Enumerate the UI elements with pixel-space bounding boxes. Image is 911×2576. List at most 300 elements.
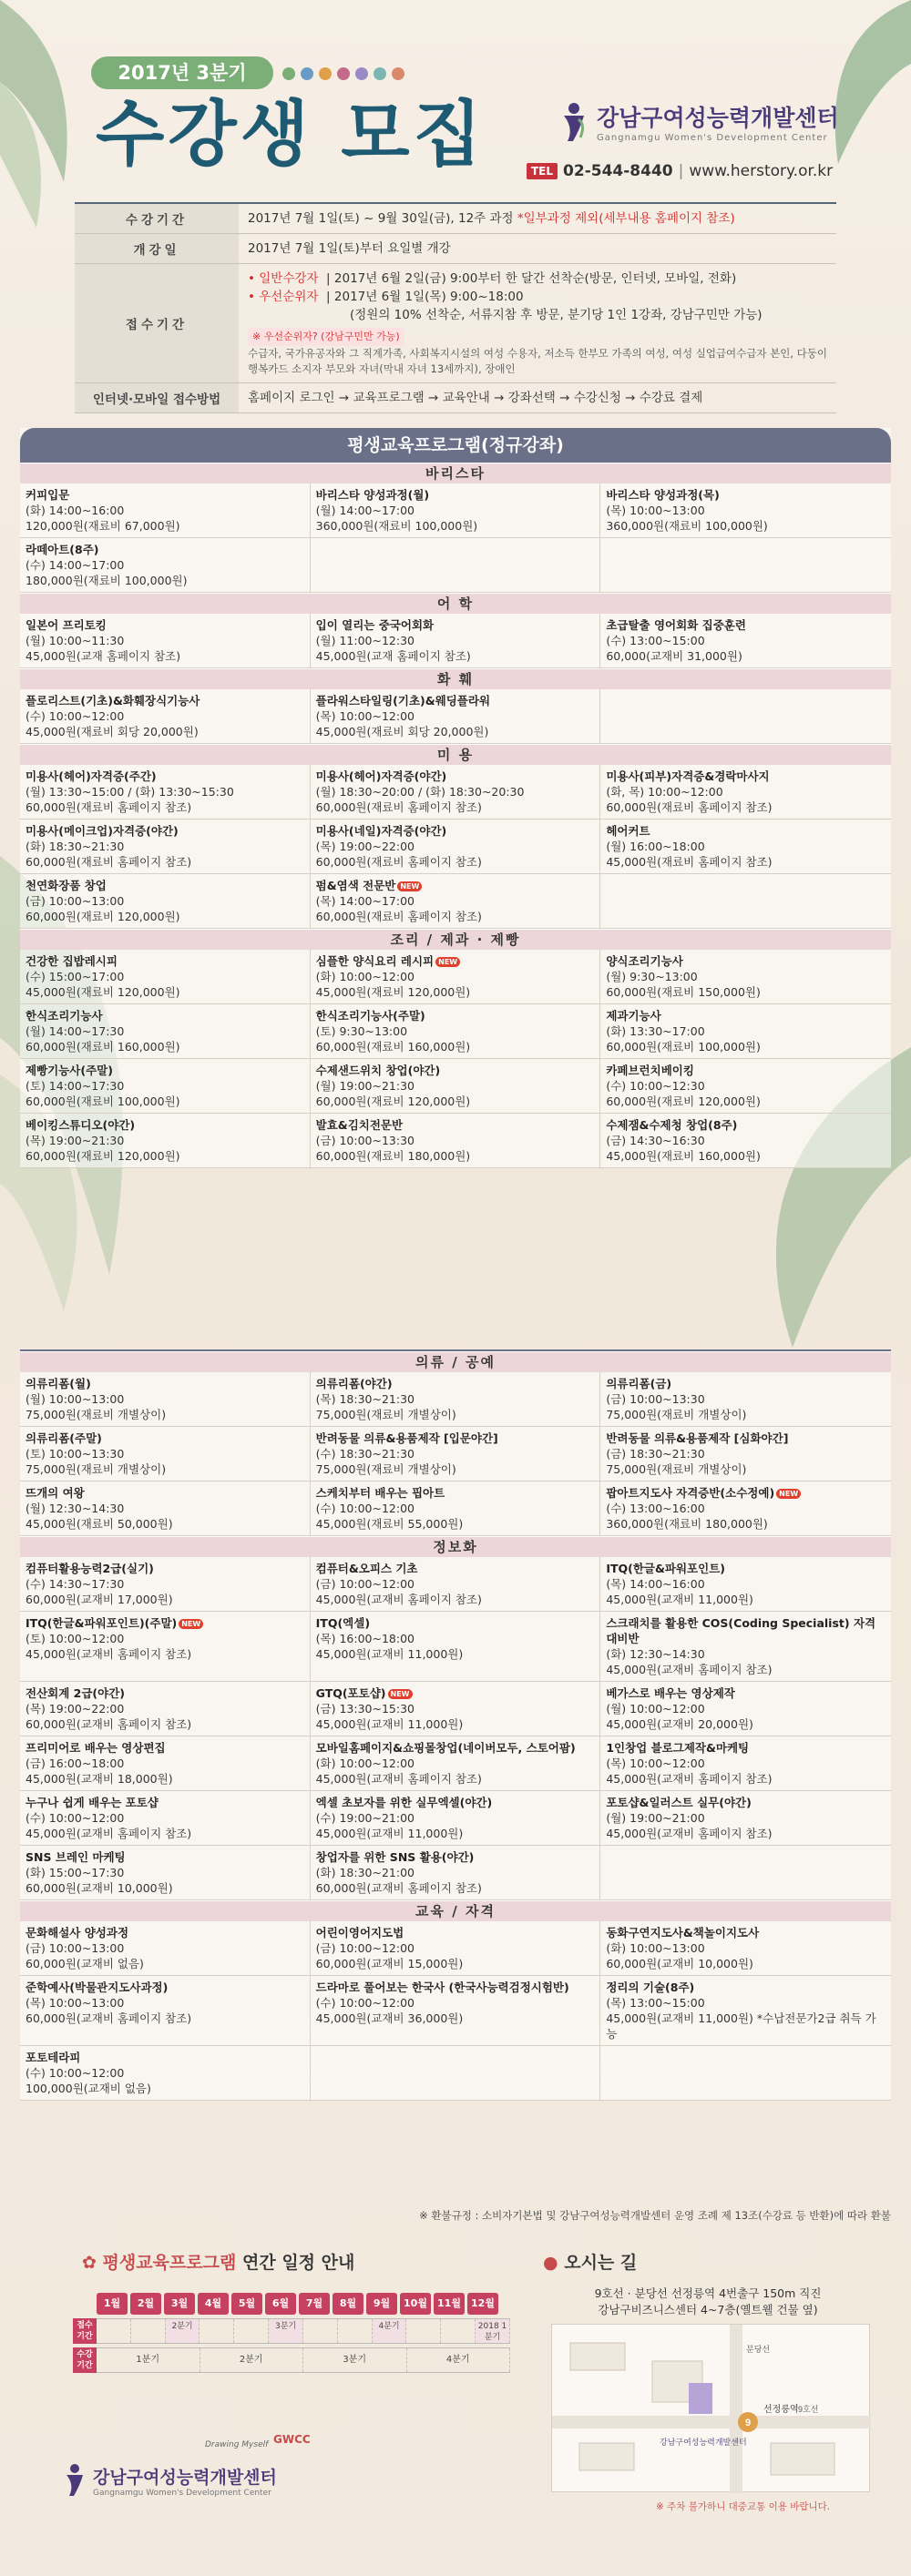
course-name-text: 뜨개의 여왕 bbox=[26, 1486, 85, 1500]
course-name bbox=[316, 1063, 595, 1078]
schedule-cell: 2분기 bbox=[200, 2348, 304, 2372]
course-time: (월) 19:00~21:00 bbox=[606, 1811, 705, 1825]
course-price: 45,000원(재료비 회당 20,000원) bbox=[315, 725, 489, 738]
category-header: 어 학 bbox=[20, 593, 891, 614]
program-section-continued bbox=[20, 1349, 891, 2101]
course-price: 60,000원(교재비 없음) bbox=[26, 1957, 144, 1970]
course-cell[interactable] bbox=[600, 1481, 891, 1536]
course-grid bbox=[20, 1372, 891, 1536]
course-cell[interactable] bbox=[600, 1976, 891, 2046]
course-name-text: 컴퓨터&오피스 기초 bbox=[315, 1562, 418, 1575]
directions-title-text: 오시는 길 bbox=[564, 2253, 638, 2273]
course-time: (화) 14:00~16:00 bbox=[26, 504, 125, 517]
course-time: (수) 10:00~12:00 bbox=[315, 1996, 415, 2010]
course-time: (월) 14:00~17:30 bbox=[26, 1024, 125, 1038]
course-cell[interactable] bbox=[311, 1059, 601, 1114]
category-header: 조리 / 제과 · 제빵 bbox=[20, 929, 891, 950]
course-name-text: 미용사(네일)자격증(야간) bbox=[315, 824, 447, 838]
course-name-text: 모바일홈페이지&쇼핑몰창업(네이버모두, 스토어팜) bbox=[315, 1741, 576, 1755]
course-time: (목) 18:30~21:30 bbox=[315, 1392, 415, 1406]
course-cell[interactable] bbox=[600, 1427, 891, 1481]
course-name-text: 누구나 쉽게 배우는 포토샵 bbox=[26, 1796, 159, 1809]
course-cell[interactable] bbox=[20, 1004, 311, 1059]
course-price: 60,000원(재료비 120,000원) bbox=[26, 1149, 180, 1163]
course-name-text: 포토샵&일러스트 실무(야간) bbox=[606, 1796, 752, 1809]
org-logo-icon bbox=[560, 101, 588, 143]
course-name bbox=[606, 1615, 885, 1646]
course-name bbox=[26, 1561, 304, 1576]
website-link[interactable]: www.herstory.or.kr bbox=[689, 162, 834, 180]
course-cell[interactable] bbox=[311, 765, 601, 820]
category-header: 바리스타 bbox=[20, 463, 891, 484]
course-price: 45,000원(교재비 20,000원) bbox=[606, 1717, 753, 1731]
course-name-text: 의류리폼(금) bbox=[606, 1377, 672, 1390]
course-price: 75,000원(재료비 개별상이) bbox=[606, 1462, 747, 1476]
course-name bbox=[26, 1431, 304, 1446]
course-name bbox=[316, 487, 595, 503]
schedule-title-pre: 평생교육프로그램 bbox=[102, 2253, 237, 2273]
course-name-text: 미용사(헤어)자격증(주간) bbox=[26, 769, 157, 783]
course-name-text: 입이 열리는 중국어회화 bbox=[315, 618, 435, 632]
course-name-text: 건강한 집밥레시피 bbox=[26, 954, 118, 968]
course-cell[interactable] bbox=[20, 538, 311, 593]
course-time: (화) 15:00~17:30 bbox=[26, 1866, 125, 1879]
course-name-text: 양식조리기능사 bbox=[606, 954, 683, 968]
course-price: 45,000원(교재비 홈페이지 참조) bbox=[315, 1772, 482, 1786]
course-name bbox=[606, 1008, 885, 1023]
course-price: 75,000원(재료비 개별상이) bbox=[315, 1462, 456, 1476]
course-cell bbox=[600, 2046, 891, 2101]
course-cell[interactable] bbox=[20, 950, 311, 1004]
month-header bbox=[97, 2293, 510, 2315]
course-price: 75,000원(재료비 개별상이) bbox=[26, 1462, 167, 1476]
course-time: (수) 10:00~12:00 bbox=[26, 709, 125, 723]
course-name-text: 일본어 프리토킹 bbox=[26, 618, 107, 632]
schedule-cell bbox=[200, 2319, 234, 2343]
general-value: 2017년 6월 2일(금) 9:00부터 한 달간 선착순(방문, 인터넷, 모바일, 전화) bbox=[333, 271, 737, 286]
map-road-horizontal bbox=[552, 2416, 871, 2428]
course-cell[interactable] bbox=[600, 614, 891, 668]
course-name-text: 미용사(메이크업)자격증(야간) bbox=[26, 824, 179, 838]
course-time: (월) 12:30~14:30 bbox=[26, 1502, 125, 1515]
course-name-text: 심플한 양식요리 레시피 bbox=[315, 954, 435, 968]
course-cell[interactable] bbox=[600, 1682, 891, 1736]
course-name bbox=[26, 1615, 304, 1631]
course-name-text: 제빵기능사(주말) bbox=[26, 1064, 113, 1077]
course-price: 60,000원(교재비 홈페이지 참조) bbox=[26, 1717, 192, 1731]
course-cell[interactable] bbox=[20, 1791, 311, 1846]
course-price: 45,000원(교재비 11,000원) bbox=[315, 1647, 464, 1661]
schedule-bar bbox=[97, 2318, 510, 2344]
map-block bbox=[771, 2443, 834, 2475]
schedule-cell bbox=[406, 2319, 441, 2343]
course-cell[interactable] bbox=[311, 1736, 601, 1791]
course-name bbox=[316, 617, 595, 633]
course-cell[interactable] bbox=[20, 1114, 311, 1168]
course-name bbox=[606, 1561, 885, 1576]
course-cell[interactable] bbox=[311, 484, 601, 538]
course-cell[interactable] bbox=[20, 1427, 311, 1481]
course-price: 60,000원(재료비 홈페이지 참조) bbox=[26, 800, 192, 814]
course-name-text: 포토테라피 bbox=[26, 2051, 81, 2064]
course-time: (목) 10:00~12:00 bbox=[315, 709, 415, 723]
course-name bbox=[26, 1795, 304, 1810]
course-time: (월) 10:00~13:00 bbox=[26, 1392, 125, 1406]
course-time: (금) 10:00~13:30 bbox=[315, 1134, 415, 1147]
course-price: 60,000원(재료비 120,000원) bbox=[26, 910, 180, 923]
new-badge: NEW bbox=[776, 1489, 801, 1499]
map-label: 분당선 bbox=[746, 2345, 771, 2354]
course-cell bbox=[600, 1846, 891, 1900]
course-time: (화) 10:00~13:00 bbox=[606, 1941, 705, 1955]
course-name bbox=[606, 1431, 885, 1446]
course-name bbox=[26, 953, 304, 969]
category-header: 교육 / 자격 bbox=[20, 1900, 891, 1921]
course-price: 45,000원(교재비 홈페이지 참조) bbox=[606, 1827, 773, 1840]
course-name bbox=[316, 1615, 595, 1631]
course-name bbox=[606, 1740, 885, 1756]
course-cell[interactable] bbox=[600, 1736, 891, 1791]
course-grid bbox=[20, 950, 891, 1168]
course-time: (수) 19:00~21:00 bbox=[315, 1811, 415, 1825]
course-name bbox=[26, 1008, 304, 1023]
course-price: 60,000원(교재비 17,000원) bbox=[26, 1593, 173, 1606]
schedule-cell bbox=[441, 2319, 476, 2343]
footer-org-name: 강남구여성능력개발센터 bbox=[93, 2467, 277, 2488]
course-time: (월) 9:30~13:00 bbox=[606, 970, 698, 983]
course-grid bbox=[20, 689, 891, 744]
course-price: 60,000원(교재비 10,000원) bbox=[606, 1957, 753, 1970]
course-price: 60,000원(재료비 홈페이지 참조) bbox=[315, 855, 482, 869]
course-time: (화) 12:30~14:30 bbox=[606, 1647, 705, 1661]
info-table bbox=[75, 202, 836, 413]
course-name-text: 창업자를 위한 SNS 활용(야간) bbox=[315, 1850, 475, 1864]
schedule-row-registration bbox=[73, 2318, 510, 2344]
course-name-text: 미용사(피부)자격증&경락마사지 bbox=[606, 769, 770, 783]
course-name bbox=[606, 487, 885, 503]
course-name-text: 팝아트지도사 자격증반(소수정예) bbox=[606, 1486, 775, 1500]
course-price: 45,000원(교재비 36,000원) bbox=[315, 2011, 464, 2025]
course-cell[interactable] bbox=[311, 614, 601, 668]
course-time: (목) 13:00~15:00 bbox=[606, 1996, 705, 2010]
course-name-text: 의류리폼(야간) bbox=[315, 1377, 393, 1390]
course-cell[interactable] bbox=[20, 820, 311, 874]
course-cell[interactable] bbox=[20, 1059, 311, 1114]
course-price: 45,000원(교재비 18,000원) bbox=[26, 1772, 173, 1786]
course-name-text: 전산회계 2급(야간) bbox=[26, 1686, 126, 1700]
course-time: (수) 14:30~17:30 bbox=[26, 1577, 125, 1591]
category-header: 화 훼 bbox=[20, 668, 891, 689]
course-cell[interactable] bbox=[20, 1372, 311, 1427]
course-cell[interactable] bbox=[311, 1682, 601, 1736]
course-cell bbox=[600, 874, 891, 929]
course-cell[interactable] bbox=[600, 1004, 891, 1059]
course-time: (목) 19:00~21:30 bbox=[26, 1134, 125, 1147]
course-cell[interactable] bbox=[311, 1612, 601, 1682]
course-price: 45,000원(교재비 홈페이지 참조) bbox=[26, 1827, 192, 1840]
course-name bbox=[316, 1008, 595, 1023]
course-name-text: 발효&김치전문반 bbox=[315, 1118, 404, 1132]
course-name-text: 미용사(헤어)자격증(야간) bbox=[315, 769, 447, 783]
course-time: (월) 13:30~15:00 / (화) 13:30~15:30 bbox=[26, 785, 234, 799]
course-name-text: ITQ(한글&파워포인트)(주말) bbox=[26, 1616, 178, 1630]
info-value: • 일반수강자 | 2017년 6월 2일(금) 9:00부터 한 달간 선착순(방문, 인터넷, 모바일, 전화) • 우선순위자 | 2017년 6월 1일(목) 9:00~18:00 (정원의 10% 선착순, 서류지참 후 방문, 분기당 1인 1강좌, 강남구민만 가능) ※ 우선순위자? (강남구민만 가능) 수급자, 국가유공자와 그 직계가족, 사회복지시설의 여성 수용자, 저소득 한부모 가족의 여성, 여성 실업급여수급자 본인, 다둥이 행복카드 소지자 부모와 자녀(막내 자녀 13세까지), 장애인 bbox=[248, 271, 828, 375]
course-time: (수) 10:00~12:00 bbox=[315, 1502, 415, 1515]
course-name-text: 1인창업 블로그제작&마케팅 bbox=[606, 1741, 750, 1755]
course-name bbox=[316, 1795, 595, 1810]
course-name bbox=[316, 1485, 595, 1501]
course-cell[interactable] bbox=[600, 1114, 891, 1168]
course-name bbox=[316, 953, 595, 969]
course-price: 360,000원(재료비 180,000원) bbox=[606, 1517, 768, 1531]
course-time: (금) 16:00~18:00 bbox=[26, 1756, 125, 1770]
map-label: 9호선 bbox=[798, 2405, 819, 2414]
org-logo-icon bbox=[64, 2463, 86, 2498]
open-value: 2017년 7월 1일(토)부터 요일별 개강 bbox=[248, 241, 451, 256]
map-label: 9 bbox=[744, 2418, 752, 2428]
course-time: (금) 10:00~13:30 bbox=[606, 1392, 705, 1406]
course-name bbox=[606, 617, 885, 633]
course-name-text: 엑셀 초보자를 위한 실무엑셀(야간) bbox=[315, 1796, 493, 1809]
course-time: (목) 14:00~17:00 bbox=[315, 894, 415, 908]
separator: | bbox=[678, 162, 684, 180]
priority-label: • 우선순위자 bbox=[248, 290, 319, 304]
course-name-text: 반려동물 의류&용품제작 [입문야간] bbox=[315, 1431, 498, 1445]
map-block bbox=[579, 2443, 634, 2470]
course-name-text: 플로리스트(기초)&화훼장식기능사 bbox=[26, 694, 200, 708]
course-time: (수) 18:30~21:30 bbox=[315, 1447, 415, 1461]
schedule-cell: 3분기 bbox=[303, 2348, 407, 2372]
course-cell[interactable] bbox=[20, 1612, 311, 1682]
course-name bbox=[26, 1376, 304, 1391]
footer-logo[interactable] bbox=[64, 2463, 277, 2498]
course-cell[interactable] bbox=[311, 1557, 601, 1612]
course-cell[interactable] bbox=[20, 614, 311, 668]
month-cell: 2월 bbox=[130, 2293, 161, 2315]
course-name-text: 펌&염색 전문반 bbox=[315, 879, 396, 892]
course-cell[interactable] bbox=[20, 484, 311, 538]
course-time: (목) 10:00~13:00 bbox=[606, 504, 705, 517]
schedule-cell: 3분기 bbox=[269, 2319, 303, 2343]
course-price: 360,000원(재료비 100,000원) bbox=[606, 519, 768, 533]
course-cell[interactable] bbox=[20, 689, 311, 744]
course-cell[interactable] bbox=[600, 1921, 891, 1976]
course-time: (월) 16:00~18:00 bbox=[606, 840, 705, 853]
course-cell[interactable] bbox=[20, 1736, 311, 1791]
month-cell: 1월 bbox=[97, 2293, 128, 2315]
course-cell[interactable] bbox=[311, 1846, 601, 1900]
course-cell[interactable] bbox=[311, 1921, 601, 1976]
schedule-row-course bbox=[73, 2347, 510, 2373]
course-cell[interactable] bbox=[311, 1004, 601, 1059]
course-price: 60,000원(교재비 10,000원) bbox=[26, 1881, 173, 1895]
course-cell[interactable] bbox=[600, 484, 891, 538]
course-time: (토) 10:00~12:00 bbox=[26, 1632, 125, 1645]
course-price: 60,000원(재료비 120,000원) bbox=[315, 1095, 471, 1108]
course-time: (목) 19:00~22:00 bbox=[26, 1702, 125, 1716]
course-grid bbox=[20, 614, 891, 668]
course-cell[interactable] bbox=[600, 1059, 891, 1114]
course-time: (토) 10:00~13:30 bbox=[26, 1447, 125, 1461]
schedule-title bbox=[82, 2249, 354, 2274]
course-time: (목) 10:00~13:00 bbox=[26, 1996, 125, 2010]
course-cell[interactable] bbox=[600, 1372, 891, 1427]
schedule-cell: 2018 1분기 bbox=[476, 2319, 510, 2343]
course-cell[interactable] bbox=[311, 1481, 601, 1536]
map-label: 선정릉역 bbox=[763, 2405, 799, 2415]
course-time: (금) 10:00~12:00 bbox=[315, 1577, 415, 1591]
course-price: 45,000원(재료비 홈페이지 참조) bbox=[606, 855, 773, 869]
info-row bbox=[75, 383, 836, 413]
course-price: 45,000원(교재 홈페이지 참조) bbox=[26, 649, 181, 663]
course-cell[interactable] bbox=[311, 950, 601, 1004]
schedule-cell: 4분기 bbox=[373, 2319, 407, 2343]
course-name bbox=[606, 1685, 885, 1701]
course-price: 60,000원(교재비 홈페이지 참조) bbox=[26, 2011, 192, 2025]
course-cell[interactable] bbox=[311, 1372, 601, 1427]
dot-icon bbox=[374, 67, 386, 80]
course-cell[interactable] bbox=[311, 1114, 601, 1168]
refund-policy: ※ 환불규정 : 소비자기본법 및 강남구여성능력개발센터 운영 조례 제 13조(수강료 등 반환)에 따라 환불 bbox=[419, 2209, 891, 2222]
course-name bbox=[316, 1431, 595, 1446]
info-label: 수강기간 bbox=[75, 204, 239, 233]
course-price: 60,000원(재료비 160,000원) bbox=[26, 1040, 180, 1054]
course-cell[interactable] bbox=[20, 1921, 311, 1976]
course-name-text: 드라마로 풀어보는 한국사 (한국사능력검정시험반) bbox=[315, 1980, 569, 1994]
course-name bbox=[606, 1980, 885, 1995]
course-name bbox=[606, 953, 885, 969]
course-name-text: 프리미어로 배우는 영상편집 bbox=[26, 1741, 166, 1755]
course-name bbox=[606, 823, 885, 839]
online-value: 홈페이지 로그인 → 교육프로그램 → 교육안내 → 강좌선택 → 수강신청 → 수강료 결제 bbox=[248, 391, 703, 405]
course-cell[interactable] bbox=[311, 1427, 601, 1481]
course-cell bbox=[600, 689, 891, 744]
course-cell[interactable] bbox=[20, 1682, 311, 1736]
course-cell[interactable] bbox=[311, 1791, 601, 1846]
category-header: 미 용 bbox=[20, 744, 891, 765]
course-price: 45,000원(재료비 50,000원) bbox=[26, 1517, 173, 1531]
dot-icon bbox=[319, 67, 332, 80]
course-cell[interactable] bbox=[600, 765, 891, 820]
course-cell bbox=[311, 2046, 601, 2101]
org-logo[interactable] bbox=[560, 100, 839, 143]
course-name bbox=[606, 1063, 885, 1078]
schedule-row-label: 수강기간 bbox=[73, 2347, 97, 2373]
directions-text bbox=[558, 2286, 858, 2318]
annual-schedule bbox=[73, 2293, 510, 2373]
course-name-text: 문화해설사 양성과정 bbox=[26, 1926, 129, 1940]
course-name bbox=[26, 487, 304, 503]
course-name bbox=[26, 878, 304, 893]
course-cell[interactable] bbox=[600, 1791, 891, 1846]
map-block bbox=[570, 2343, 625, 2370]
location-pin-icon: ● bbox=[543, 2253, 558, 2273]
course-cell[interactable] bbox=[20, 1976, 311, 2046]
month-cell: 3월 bbox=[164, 2293, 195, 2315]
dot-icon bbox=[301, 67, 313, 80]
course-price: 45,000원(재료비 120,000원) bbox=[315, 985, 471, 999]
month-cell: 11월 bbox=[434, 2293, 465, 2315]
course-cell[interactable] bbox=[311, 820, 601, 874]
course-cell[interactable] bbox=[311, 689, 601, 744]
course-cell[interactable] bbox=[600, 950, 891, 1004]
course-cell[interactable] bbox=[311, 874, 601, 929]
course-time: (토) 9:30~13:00 bbox=[315, 1024, 408, 1038]
course-name-text: 어린이영어지도법 bbox=[315, 1926, 404, 1940]
course-price: 60,000원(교재비 15,000원) bbox=[315, 1957, 464, 1970]
course-price: 45,000원(재료비 120,000원) bbox=[26, 985, 180, 999]
course-time: (화) 18:30~21:30 bbox=[26, 840, 125, 853]
section-title: 평생교육프로그램(정규강좌) bbox=[20, 428, 891, 463]
course-time: (월) 19:00~21:30 bbox=[315, 1079, 415, 1093]
priority-value: 2017년 6월 1일(목) 9:00~18:00 bbox=[333, 290, 524, 304]
course-cell[interactable] bbox=[600, 820, 891, 874]
course-name bbox=[606, 1925, 885, 1940]
course-price: 45,000원(교재비 11,000원) bbox=[315, 1827, 464, 1840]
course-price: 45,000원(재료비 55,000원) bbox=[315, 1517, 464, 1531]
course-time: (화) 13:30~17:00 bbox=[606, 1024, 705, 1038]
course-name bbox=[316, 693, 595, 708]
map-label: 강남구여성능력개발센터 bbox=[660, 2438, 747, 2447]
course-price: 45,000원(교재비 홈페이지 참조) bbox=[606, 1772, 773, 1786]
course-name bbox=[26, 1740, 304, 1756]
course-time: (수) 13:00~16:00 bbox=[606, 1502, 705, 1515]
course-time: (화) 10:00~12:00 bbox=[315, 970, 415, 983]
schedule-cell bbox=[234, 2319, 269, 2343]
course-price: 100,000원(교재비 없음) bbox=[26, 2082, 151, 2095]
course-cell[interactable] bbox=[600, 1557, 891, 1612]
priority-note: (정원의 10% 선착순, 서류지참 후 방문, 분기당 1인 1강좌, 강남구민만 가능) bbox=[350, 308, 763, 322]
course-price: 60,000원(재료비 100,000원) bbox=[606, 1040, 761, 1054]
course-time: (수) 14:00~17:00 bbox=[26, 558, 125, 572]
course-cell[interactable] bbox=[600, 1612, 891, 1682]
course-price: 45,000원(교재비 11,000원) bbox=[315, 1717, 464, 1731]
tel-number[interactable]: 02-544-8440 bbox=[563, 162, 673, 180]
course-grid bbox=[20, 1557, 891, 1900]
course-name bbox=[26, 693, 304, 708]
course-time: (금) 10:00~13:00 bbox=[26, 894, 125, 908]
course-cell[interactable] bbox=[20, 874, 311, 929]
course-price: 45,000원(교재 홈페이지 참조) bbox=[315, 649, 471, 663]
dot-icon bbox=[355, 67, 368, 80]
course-name bbox=[316, 1117, 595, 1133]
course-name-text: 스케치부터 배우는 핍아트 bbox=[315, 1486, 445, 1500]
course-cell[interactable] bbox=[311, 1976, 601, 2046]
course-cell bbox=[600, 538, 891, 593]
section-body bbox=[20, 463, 891, 1168]
building-icon bbox=[689, 2383, 712, 2414]
schedule-cell: 2분기 bbox=[166, 2319, 200, 2343]
course-name bbox=[26, 769, 304, 784]
info-row bbox=[75, 234, 836, 264]
course-name bbox=[316, 1740, 595, 1756]
course-price: 45,000원(교재비 홈페이지 참조) bbox=[315, 1593, 482, 1606]
course-price: 60,000원(재료비 홈페이지 참조) bbox=[315, 800, 482, 814]
course-name-text: 의류리폼(주말) bbox=[26, 1431, 102, 1445]
course-time: (수) 10:00~12:30 bbox=[606, 1079, 705, 1093]
course-price: 45,000원(재료비 회당 20,000원) bbox=[26, 725, 199, 738]
course-price: 60,000원(재료비 150,000원) bbox=[606, 985, 761, 999]
course-cell[interactable] bbox=[20, 1481, 311, 1536]
course-cell[interactable] bbox=[20, 1846, 311, 1900]
course-cell[interactable] bbox=[20, 1557, 311, 1612]
course-time: (금) 10:00~13:00 bbox=[26, 1941, 125, 1955]
course-cell[interactable] bbox=[20, 765, 311, 820]
course-cell[interactable] bbox=[20, 2046, 311, 2101]
location-map[interactable] bbox=[551, 2324, 870, 2492]
header bbox=[0, 0, 911, 196]
course-time: (목) 19:00~22:00 bbox=[315, 840, 415, 853]
